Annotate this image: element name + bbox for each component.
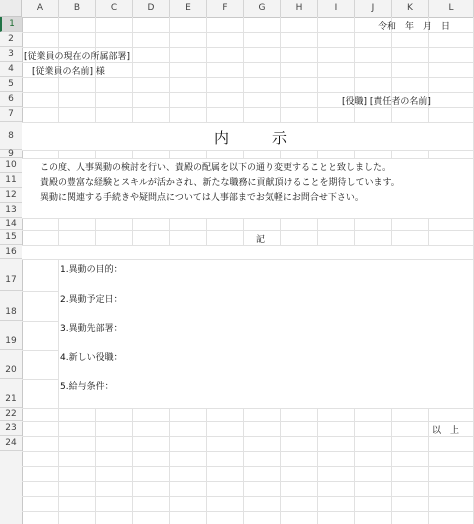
issuer-line: [役職] [責任者の名前]: [342, 97, 431, 107]
row-header-21[interactable]: 21: [0, 379, 22, 408]
row-header-19[interactable]: 19: [0, 321, 22, 350]
row-header-8[interactable]: 8: [0, 122, 22, 150]
row-header-5[interactable]: 5: [0, 77, 22, 92]
column-header-g[interactable]: G: [244, 0, 281, 17]
column-header-i[interactable]: I: [318, 0, 355, 17]
column-header-d[interactable]: D: [133, 0, 170, 17]
row-header-3[interactable]: 3: [0, 47, 22, 62]
row-header-10[interactable]: 10: [0, 158, 22, 173]
column-header-bar: [0, 0, 474, 18]
row-header-20[interactable]: 20: [0, 350, 22, 379]
closing-text: 以 上: [432, 426, 460, 436]
body-line-3: 異動に関連する手続きや疑問点については人事部までお気軽にお問合せ下さい。: [40, 193, 364, 203]
row-header-17[interactable]: 17: [0, 259, 22, 291]
row-header-18[interactable]: 18: [0, 291, 22, 321]
row-header-23[interactable]: 23: [0, 421, 22, 436]
row-header-6[interactable]: 6: [0, 92, 22, 107]
recipient-department: [従業員の現在の所属部署]: [24, 52, 131, 62]
row-header-11[interactable]: 11: [0, 173, 22, 188]
column-header-j[interactable]: J: [355, 0, 392, 17]
items-merged-cell: [59, 260, 473, 408]
item-3-label: 3.異動先部署：: [60, 324, 123, 334]
row-header-14[interactable]: 14: [0, 218, 22, 230]
row-header-15[interactable]: 15: [0, 230, 22, 245]
column-header-k[interactable]: K: [392, 0, 429, 17]
body-line-1: この度、人事異動の検討を行い、貴殿の配属を以下の通り変更することと致しました。: [40, 163, 392, 173]
column-header-c[interactable]: C: [96, 0, 133, 17]
recipient-name: [従業員の名前] 様: [32, 67, 105, 77]
column-header-b[interactable]: B: [59, 0, 96, 17]
column-header-h[interactable]: H: [281, 0, 318, 17]
cell-grid[interactable]: [22, 17, 474, 524]
item-4-label: 4.新しい役職：: [60, 353, 123, 363]
body-line-2: 貴殿の豊富な経験とスキルが活かされ、新たな職務に貢献頂けることを期待しています。: [40, 178, 400, 188]
ki-heading: 記: [256, 235, 266, 245]
column-header-l[interactable]: L: [429, 0, 474, 17]
column-header-a[interactable]: A: [22, 0, 59, 17]
item-2-label: 2.異動予定日：: [60, 295, 123, 305]
row-header-12[interactable]: 12: [0, 188, 22, 203]
row-header-22[interactable]: 22: [0, 408, 22, 421]
document-title: 内 示: [214, 129, 302, 147]
row-header-4[interactable]: 4: [0, 62, 22, 77]
row-header-9[interactable]: 9: [0, 150, 22, 158]
date-line: 令和 年 月 日: [378, 22, 451, 32]
ki-merged-cell: [22, 246, 473, 259]
item-5-label: 5.給与条件：: [60, 382, 114, 392]
select-all-corner[interactable]: [0, 0, 22, 17]
row-header-7[interactable]: 7: [0, 107, 22, 122]
row-header-13[interactable]: 13: [0, 203, 22, 218]
row-header-16[interactable]: 16: [0, 245, 22, 259]
column-header-e[interactable]: E: [170, 0, 207, 17]
row-header-1[interactable]: 1: [0, 17, 22, 32]
column-header-f[interactable]: F: [207, 0, 244, 17]
row-header-24[interactable]: 24: [0, 436, 22, 451]
item-1-label: 1.異動の目的：: [60, 265, 123, 275]
row-header-2[interactable]: 2: [0, 32, 22, 47]
